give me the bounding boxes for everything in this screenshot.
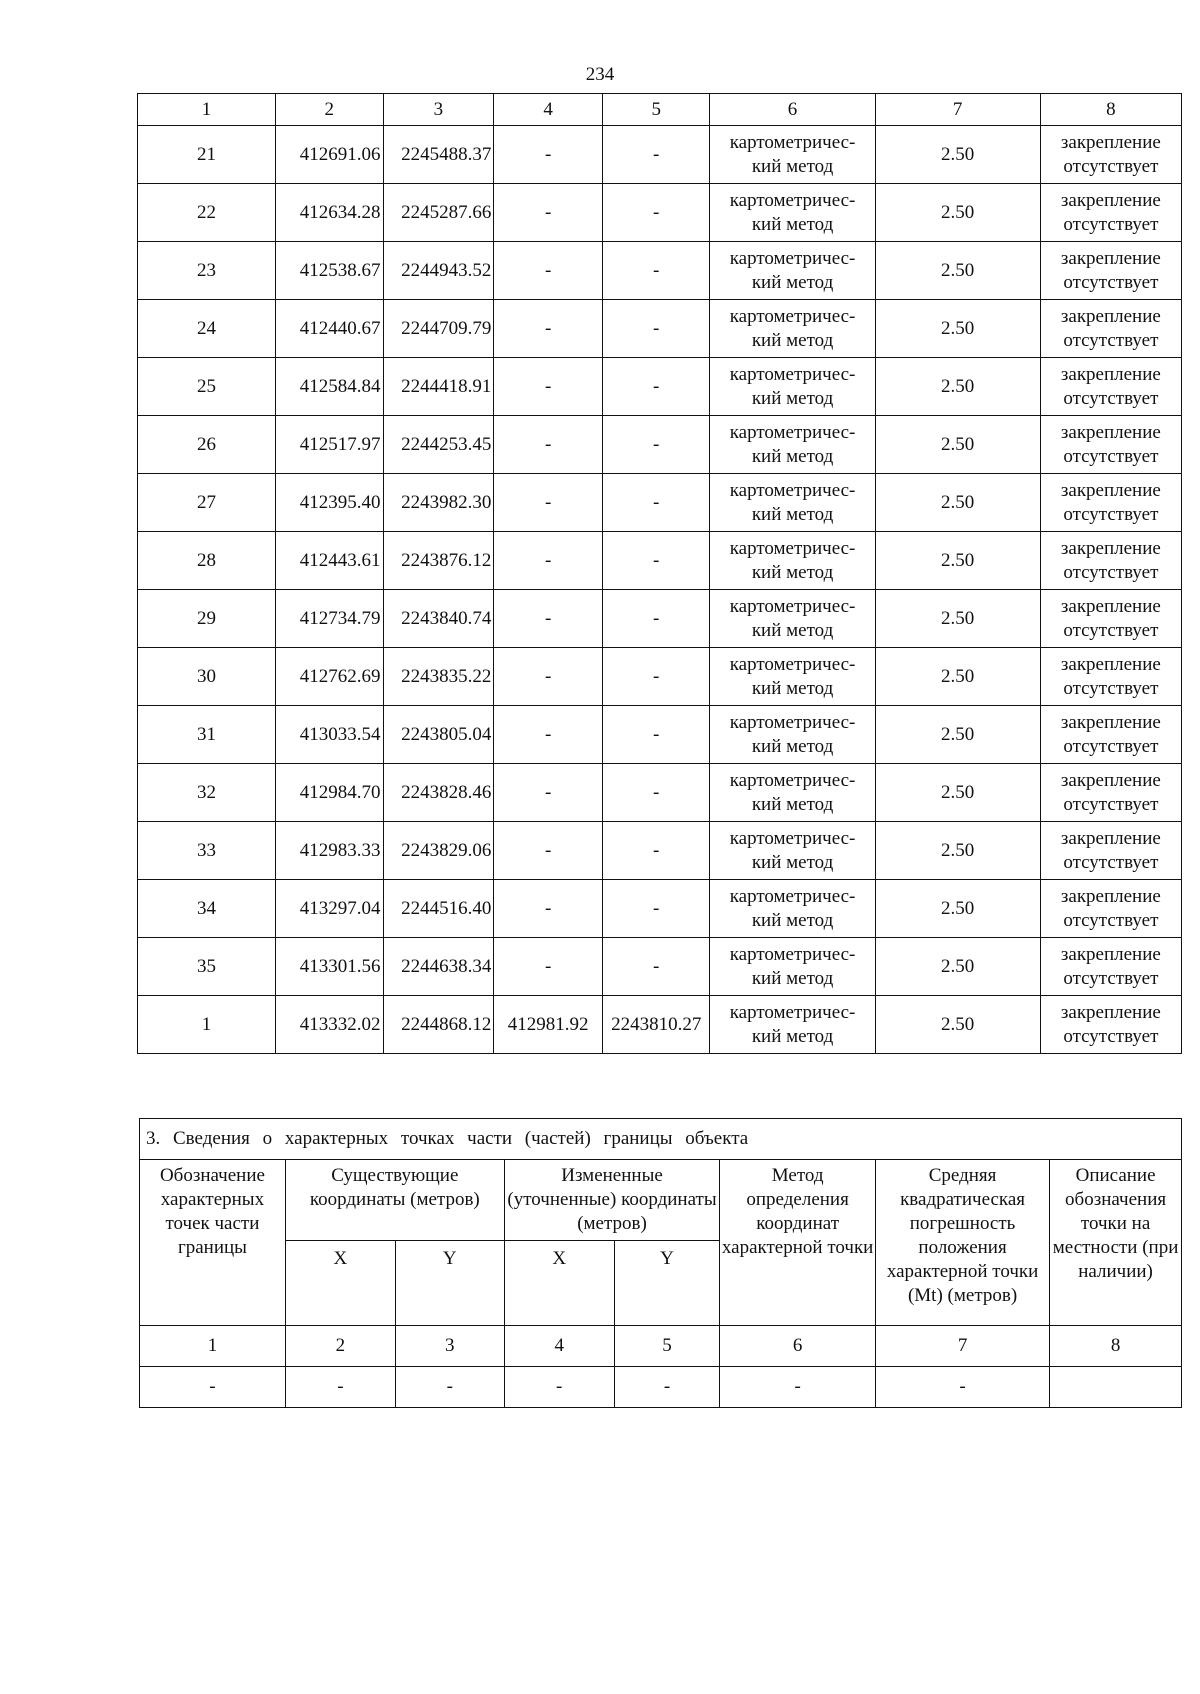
column-number: 4	[504, 1326, 614, 1367]
y-new-cell: -	[602, 300, 710, 358]
point-cell: 23	[138, 242, 276, 300]
cell-line: отсутствует	[1063, 735, 1159, 757]
accuracy-cell: 2.50	[875, 532, 1040, 590]
point-cell: 30	[138, 648, 276, 706]
column-number: 7	[875, 1326, 1049, 1367]
table-row	[138, 996, 1182, 1054]
header-changed-coords: Измененные (уточненные) координаты (метров)	[504, 1160, 720, 1241]
y-cell: 2243829.06	[383, 822, 494, 880]
y-cell: 2243982.30	[383, 474, 494, 532]
cell-line: кий метод	[751, 735, 834, 757]
section-title-row	[140, 1119, 1182, 1160]
column-number: 4	[494, 94, 603, 126]
y-new-cell: -	[602, 938, 710, 996]
accuracy-cell: 2.50	[875, 242, 1040, 300]
table-cell: -	[875, 1367, 1049, 1408]
method-cell	[710, 648, 875, 706]
part-boundary-points-table	[139, 1118, 1182, 1408]
cell-line: закрепление	[1060, 769, 1161, 791]
point-cell: 32	[138, 764, 276, 822]
x-cell: 413301.56	[275, 938, 383, 996]
cell-line: закрепление	[1060, 1001, 1161, 1023]
y-cell: 2244253.45	[383, 416, 494, 474]
column-number: 8	[1040, 94, 1181, 126]
cell-line: кий метод	[751, 387, 834, 409]
column-number: 5	[602, 94, 710, 126]
description-cell	[1040, 532, 1181, 590]
column-number: 3	[383, 94, 494, 126]
y-new-cell: -	[602, 126, 710, 184]
table-cell: -	[614, 1367, 720, 1408]
method-cell	[710, 764, 875, 822]
x-cell: 412517.97	[275, 416, 383, 474]
cell-line: отсутствует	[1063, 271, 1159, 293]
cell-line: отсутствует	[1063, 445, 1159, 467]
accuracy-cell: 2.50	[875, 996, 1040, 1054]
column-number-row	[138, 94, 1182, 126]
table-row	[138, 242, 1182, 300]
cell-line: отсутствует	[1063, 793, 1159, 815]
y-new-cell: -	[602, 416, 710, 474]
point-cell: 35	[138, 938, 276, 996]
table-cell: -	[140, 1367, 286, 1408]
cell-line: закрепление	[1060, 363, 1161, 385]
description-cell	[1040, 590, 1181, 648]
x-cell: 412762.69	[275, 648, 383, 706]
x-cell: 412538.67	[275, 242, 383, 300]
table-row	[138, 938, 1182, 996]
cell-line: картометричес-	[729, 537, 856, 559]
y-new-cell: -	[602, 474, 710, 532]
y-cell: 2243840.74	[383, 590, 494, 648]
cell-line: отсутствует	[1063, 503, 1159, 525]
table-row	[138, 822, 1182, 880]
y-cell: 2245488.37	[383, 126, 494, 184]
x-cell: 412691.06	[275, 126, 383, 184]
accuracy-cell: 2.50	[875, 300, 1040, 358]
description-cell	[1040, 184, 1181, 242]
cell-line: закрепление	[1060, 595, 1161, 617]
cell-line: отсутствует	[1063, 155, 1159, 177]
x-new-cell: -	[494, 648, 603, 706]
y-cell: 2244516.40	[383, 880, 494, 938]
y-cell: 2244709.79	[383, 300, 494, 358]
x-new-cell: -	[494, 474, 603, 532]
column-number: 6	[710, 94, 875, 126]
cell-line: картометричес-	[729, 1001, 856, 1023]
method-cell	[710, 416, 875, 474]
table-row	[138, 764, 1182, 822]
table-row	[138, 358, 1182, 416]
cell-line: кий метод	[751, 213, 834, 235]
cell-line: кий метод	[751, 619, 834, 641]
cell-line: картометричес-	[729, 769, 856, 791]
cell-line: картометричес-	[729, 595, 856, 617]
boundary-points-table	[137, 93, 1182, 1054]
header-x: X	[504, 1241, 614, 1326]
cell-line: закрепление	[1060, 711, 1161, 733]
cell-line: отсутствует	[1063, 967, 1159, 989]
method-cell	[710, 706, 875, 764]
method-cell	[710, 590, 875, 648]
accuracy-cell: 2.50	[875, 126, 1040, 184]
y-cell: 2243876.12	[383, 532, 494, 590]
table-row	[138, 416, 1182, 474]
y-cell: 2244943.52	[383, 242, 494, 300]
table-row	[138, 706, 1182, 764]
cell-line: кий метод	[751, 561, 834, 583]
y-new-cell: -	[602, 822, 710, 880]
description-cell	[1040, 880, 1181, 938]
cell-line: картометричес-	[729, 885, 856, 907]
x-new-cell: -	[494, 126, 603, 184]
description-cell	[1040, 822, 1181, 880]
table-cell: -	[285, 1367, 395, 1408]
point-cell: 1	[138, 996, 276, 1054]
method-cell	[710, 532, 875, 590]
cell-line: кий метод	[751, 677, 834, 699]
y-new-cell: -	[602, 648, 710, 706]
column-number-row	[140, 1326, 1182, 1367]
cell-line: кий метод	[751, 909, 834, 931]
point-cell: 25	[138, 358, 276, 416]
table-cell: -	[504, 1367, 614, 1408]
accuracy-cell: 2.50	[875, 706, 1040, 764]
accuracy-cell: 2.50	[875, 474, 1040, 532]
x-cell: 412983.33	[275, 822, 383, 880]
cell-line: картометричес-	[729, 479, 856, 501]
x-new-cell: -	[494, 242, 603, 300]
cell-line: картометричес-	[729, 943, 856, 965]
header-description: Описание обозначения точки на местности (при наличии)	[1050, 1160, 1182, 1326]
x-cell: 412634.28	[275, 184, 383, 242]
cell-line: отсутствует	[1063, 329, 1159, 351]
y-cell: 2244638.34	[383, 938, 494, 996]
cell-line: кий метод	[751, 329, 834, 351]
y-cell: 2244418.91	[383, 358, 494, 416]
accuracy-cell: 2.50	[875, 822, 1040, 880]
x-cell: 413033.54	[275, 706, 383, 764]
x-new-cell: -	[494, 764, 603, 822]
column-number: 1	[140, 1326, 286, 1367]
cell-line: закрепление	[1060, 247, 1161, 269]
description-cell	[1040, 996, 1181, 1054]
cell-line: закрепление	[1060, 131, 1161, 153]
x-cell: 412584.84	[275, 358, 383, 416]
header-existing-coords: Существующие координаты (метров)	[285, 1160, 504, 1241]
cell-line: картометричес-	[729, 247, 856, 269]
header-x: X	[285, 1241, 395, 1326]
cell-line: картометричес-	[729, 711, 856, 733]
column-number: 6	[720, 1326, 876, 1367]
y-new-cell: -	[602, 358, 710, 416]
column-number: 1	[138, 94, 276, 126]
point-cell: 24	[138, 300, 276, 358]
x-new-cell: -	[494, 416, 603, 474]
x-cell: 412984.70	[275, 764, 383, 822]
cell-line: закрепление	[1060, 653, 1161, 675]
x-cell: 413332.02	[275, 996, 383, 1054]
y-cell: 2243835.22	[383, 648, 494, 706]
cell-line: отсутствует	[1063, 213, 1159, 235]
accuracy-cell: 2.50	[875, 358, 1040, 416]
table-row	[138, 126, 1182, 184]
point-cell: 29	[138, 590, 276, 648]
description-cell	[1040, 300, 1181, 358]
x-new-cell: -	[494, 300, 603, 358]
table-row	[138, 474, 1182, 532]
cell-line: картометричес-	[729, 421, 856, 443]
point-cell: 33	[138, 822, 276, 880]
description-cell	[1040, 242, 1181, 300]
x-new-cell: -	[494, 358, 603, 416]
method-cell	[710, 822, 875, 880]
cell-line: отсутствует	[1063, 387, 1159, 409]
accuracy-cell: 2.50	[875, 938, 1040, 996]
cell-line: картометричес-	[729, 305, 856, 327]
method-cell	[710, 474, 875, 532]
header-y: Y	[395, 1241, 504, 1326]
cell-line: кий метод	[751, 793, 834, 815]
y-new-cell: -	[602, 880, 710, 938]
column-number: 7	[875, 94, 1040, 126]
accuracy-cell: 2.50	[875, 764, 1040, 822]
table-cell: -	[395, 1367, 504, 1408]
description-cell	[1040, 938, 1181, 996]
table-row	[138, 880, 1182, 938]
method-cell	[710, 996, 875, 1054]
method-cell	[710, 184, 875, 242]
x-new-cell: -	[494, 184, 603, 242]
point-cell: 31	[138, 706, 276, 764]
header-accuracy: Средняя квадратическая погрешность положения характерной точки (Mt) (метров)	[875, 1160, 1049, 1326]
table-cell	[1050, 1367, 1182, 1408]
column-number: 3	[395, 1326, 504, 1367]
column-number: 5	[614, 1326, 720, 1367]
method-cell	[710, 880, 875, 938]
header-row	[140, 1160, 1182, 1241]
method-cell	[710, 242, 875, 300]
cell-line: закрепление	[1060, 943, 1161, 965]
table-row	[138, 300, 1182, 358]
cell-line: кий метод	[751, 271, 834, 293]
x-new-cell: -	[494, 532, 603, 590]
section-title: 3. Сведения о характерных точках части (частей) границы объекта	[140, 1119, 1182, 1160]
point-cell: 27	[138, 474, 276, 532]
accuracy-cell: 2.50	[875, 590, 1040, 648]
x-new-cell: 412981.92	[494, 996, 603, 1054]
cell-line: отсутствует	[1063, 1025, 1159, 1047]
x-new-cell: -	[494, 938, 603, 996]
column-number: 2	[285, 1326, 395, 1367]
y-new-cell: -	[602, 706, 710, 764]
column-number: 8	[1050, 1326, 1182, 1367]
method-cell	[710, 126, 875, 184]
y-cell: 2243828.46	[383, 764, 494, 822]
table-cell: -	[720, 1367, 876, 1408]
cell-line: закрепление	[1060, 479, 1161, 501]
y-new-cell: -	[602, 242, 710, 300]
cell-line: отсутствует	[1063, 851, 1159, 873]
cell-line: кий метод	[751, 967, 834, 989]
cell-line: картометричес-	[729, 653, 856, 675]
y-cell: 2243805.04	[383, 706, 494, 764]
table-row	[138, 184, 1182, 242]
method-cell	[710, 300, 875, 358]
point-cell: 22	[138, 184, 276, 242]
header-point-designation: Обозначение характерных точек части границы	[140, 1160, 286, 1326]
x-new-cell: -	[494, 590, 603, 648]
x-new-cell: -	[494, 706, 603, 764]
point-cell: 21	[138, 126, 276, 184]
method-cell	[710, 938, 875, 996]
x-cell: 412443.61	[275, 532, 383, 590]
method-cell	[710, 358, 875, 416]
cell-line: картометричес-	[729, 131, 856, 153]
description-cell	[1040, 358, 1181, 416]
cell-line: отсутствует	[1063, 909, 1159, 931]
x-cell: 412440.67	[275, 300, 383, 358]
description-cell	[1040, 474, 1181, 532]
cell-line: закрепление	[1060, 421, 1161, 443]
description-cell	[1040, 764, 1181, 822]
table-row	[138, 590, 1182, 648]
point-cell: 34	[138, 880, 276, 938]
header-method: Метод определения координат характерной точки	[720, 1160, 876, 1326]
x-cell: 412734.79	[275, 590, 383, 648]
header-y: Y	[614, 1241, 720, 1326]
column-number: 2	[275, 94, 383, 126]
description-cell	[1040, 126, 1181, 184]
x-cell: 412395.40	[275, 474, 383, 532]
description-cell	[1040, 648, 1181, 706]
y-new-cell: -	[602, 532, 710, 590]
cell-line: закрепление	[1060, 189, 1161, 211]
page-number: 234	[585, 64, 615, 85]
table-row	[140, 1367, 1182, 1408]
cell-line: картометричес-	[729, 827, 856, 849]
x-new-cell: -	[494, 880, 603, 938]
accuracy-cell: 2.50	[875, 648, 1040, 706]
cell-line: закрепление	[1060, 885, 1161, 907]
cell-line: закрепление	[1060, 305, 1161, 327]
accuracy-cell: 2.50	[875, 416, 1040, 474]
description-cell	[1040, 416, 1181, 474]
cell-line: картометричес-	[729, 363, 856, 385]
y-new-cell: -	[602, 184, 710, 242]
x-cell: 413297.04	[275, 880, 383, 938]
cell-line: кий метод	[751, 1025, 834, 1047]
cell-line: отсутствует	[1063, 677, 1159, 699]
cell-line: отсутствует	[1063, 561, 1159, 583]
cell-line: кий метод	[751, 503, 834, 525]
cell-line: кий метод	[751, 851, 834, 873]
x-new-cell: -	[494, 822, 603, 880]
y-new-cell: 2243810.27	[602, 996, 710, 1054]
cell-line: кий метод	[751, 155, 834, 177]
accuracy-cell: 2.50	[875, 184, 1040, 242]
y-new-cell: -	[602, 764, 710, 822]
cell-line: картометричес-	[729, 189, 856, 211]
cell-line: кий метод	[751, 445, 834, 467]
point-cell: 28	[138, 532, 276, 590]
description-cell	[1040, 706, 1181, 764]
cell-line: закрепление	[1060, 827, 1161, 849]
table-row	[138, 532, 1182, 590]
y-cell: 2244868.12	[383, 996, 494, 1054]
cell-line: отсутствует	[1063, 619, 1159, 641]
table-row	[138, 648, 1182, 706]
y-cell: 2245287.66	[383, 184, 494, 242]
y-new-cell: -	[602, 590, 710, 648]
point-cell: 26	[138, 416, 276, 474]
accuracy-cell: 2.50	[875, 880, 1040, 938]
cell-line: закрепление	[1060, 537, 1161, 559]
